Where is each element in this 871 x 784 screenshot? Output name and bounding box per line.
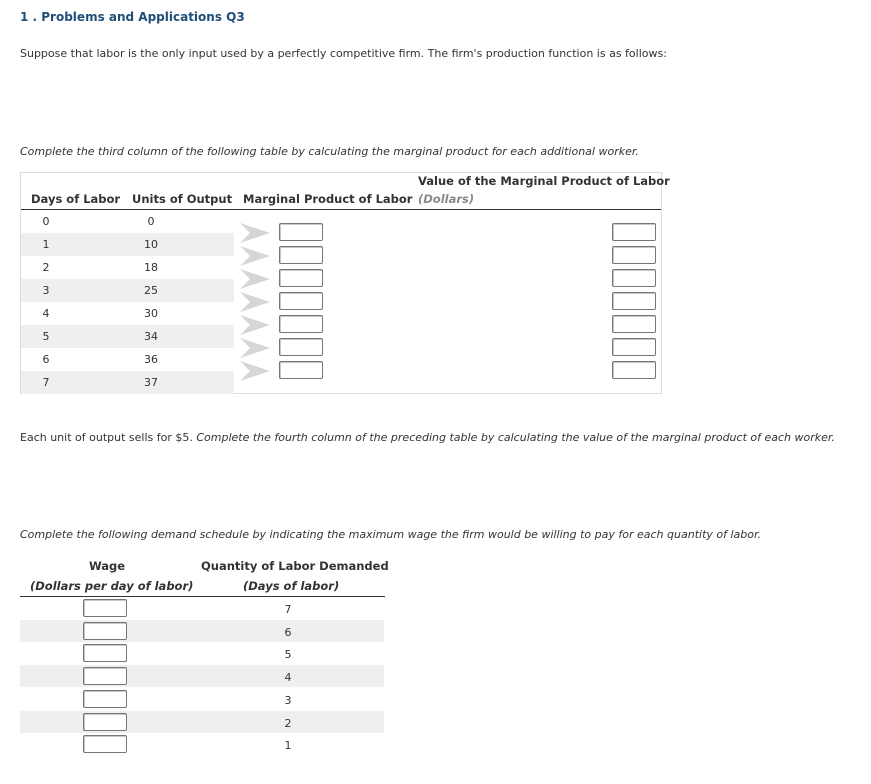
arrow-shape [240,338,270,358]
qty-cell: 2 [284,716,292,730]
instruction-mpl: Complete the third column of the following table by calculating the marginal product for each additional worker. [20,145,639,158]
mpl-input[interactable] [279,269,323,287]
mpl-input[interactable] [279,292,323,310]
mpl-input[interactable] [279,338,323,356]
header-vmpl-unit: (Dollars) [418,192,475,206]
qty-cell: 4 [284,671,292,685]
arrow-right-icon [238,245,272,267]
days-cell: 4 [42,307,50,320]
instruction-vmpl [20,431,835,444]
mpl-input[interactable] [279,223,323,241]
demand-row-band [20,665,384,687]
arrow-shape [240,292,270,312]
demand-row-band [20,711,384,733]
vmpl-input[interactable] [612,315,656,333]
header-wage-unit: (Dollars per day of labor) [30,579,194,593]
wage-input[interactable] [83,713,127,731]
vmpl-input[interactable] [612,246,656,264]
output-cell: 36 [144,353,158,366]
arrow-right-icon [238,291,272,313]
days-cell: 0 [42,215,50,228]
wage-input[interactable] [83,599,127,617]
arrow-shape [240,246,270,266]
arrow-shape [240,223,270,243]
days-cell: 7 [42,376,50,389]
output-cell: 37 [144,376,158,389]
qty-cell: 6 [284,625,292,639]
days-cell: 6 [42,353,50,366]
output-cell: 18 [144,261,158,274]
arrow-shape [240,269,270,289]
header-vmpl: Value of the Marginal Product of Labor [418,174,670,188]
vmpl-input[interactable] [612,223,656,241]
demand-row-band [20,620,384,642]
qty-cell: 1 [284,739,292,753]
qty-cell: 5 [284,648,292,662]
wage-input[interactable] [83,644,127,662]
mpl-input[interactable] [279,315,323,333]
qty-cell: 7 [284,603,292,616]
vmpl-input[interactable] [612,361,656,379]
instruction-vmpl-price: Each unit of output sells for $5. [20,431,197,444]
arrow-right-icon [238,222,272,244]
days-cell: 1 [42,238,50,251]
mpl-input[interactable] [279,361,323,379]
vmpl-input[interactable] [612,269,656,287]
vmpl-input[interactable] [612,292,656,310]
header-wage: Wage [89,559,126,573]
mpl-input[interactable] [279,246,323,264]
header-units-of-output: Units of Output [132,192,233,206]
days-cell: 3 [42,284,50,297]
arrow-shape [240,361,270,381]
output-cell: 34 [144,330,158,343]
output-cell: 25 [144,284,158,297]
arrow-right-icon [238,360,272,382]
header-days-of-labor: Days of Labor [31,192,121,206]
arrow-right-icon [238,337,272,359]
page-title: 1 . Problems and Applications Q3 [20,10,245,24]
output-cell: 30 [144,307,158,320]
arrow-right-icon [238,314,272,336]
output-cell: 10 [144,238,158,251]
instruction-demand: Complete the following demand schedule by indicating the maximum wage the firm would be willing to pay for each quantity of labor. [20,528,762,541]
vmpl-input[interactable] [612,338,656,356]
header-qty-demanded: Quantity of Labor Demanded [201,559,389,573]
wage-input[interactable] [83,622,127,640]
header-divider [21,209,661,210]
instruction-vmpl-task: Complete the fourth column of the preceding table by calculating the value of the marginal product of each worker. [196,431,835,444]
demand-header-divider [20,596,385,597]
header-qty-unit: (Days of labor) [243,579,340,593]
intro-text: Suppose that labor is the only input used by a perfectly competitive firm. The firm's production function is as follows: [20,47,667,60]
days-cell: 5 [42,330,50,343]
wage-input[interactable] [83,735,127,753]
days-cell: 2 [42,261,50,274]
arrow-right-icon [238,268,272,290]
header-mpl: Marginal Product of Labor [243,192,413,206]
arrow-shape [240,315,270,335]
output-cell: 0 [147,215,155,228]
wage-input[interactable] [83,690,127,708]
qty-cell: 3 [284,693,292,707]
wage-input[interactable] [83,667,127,685]
